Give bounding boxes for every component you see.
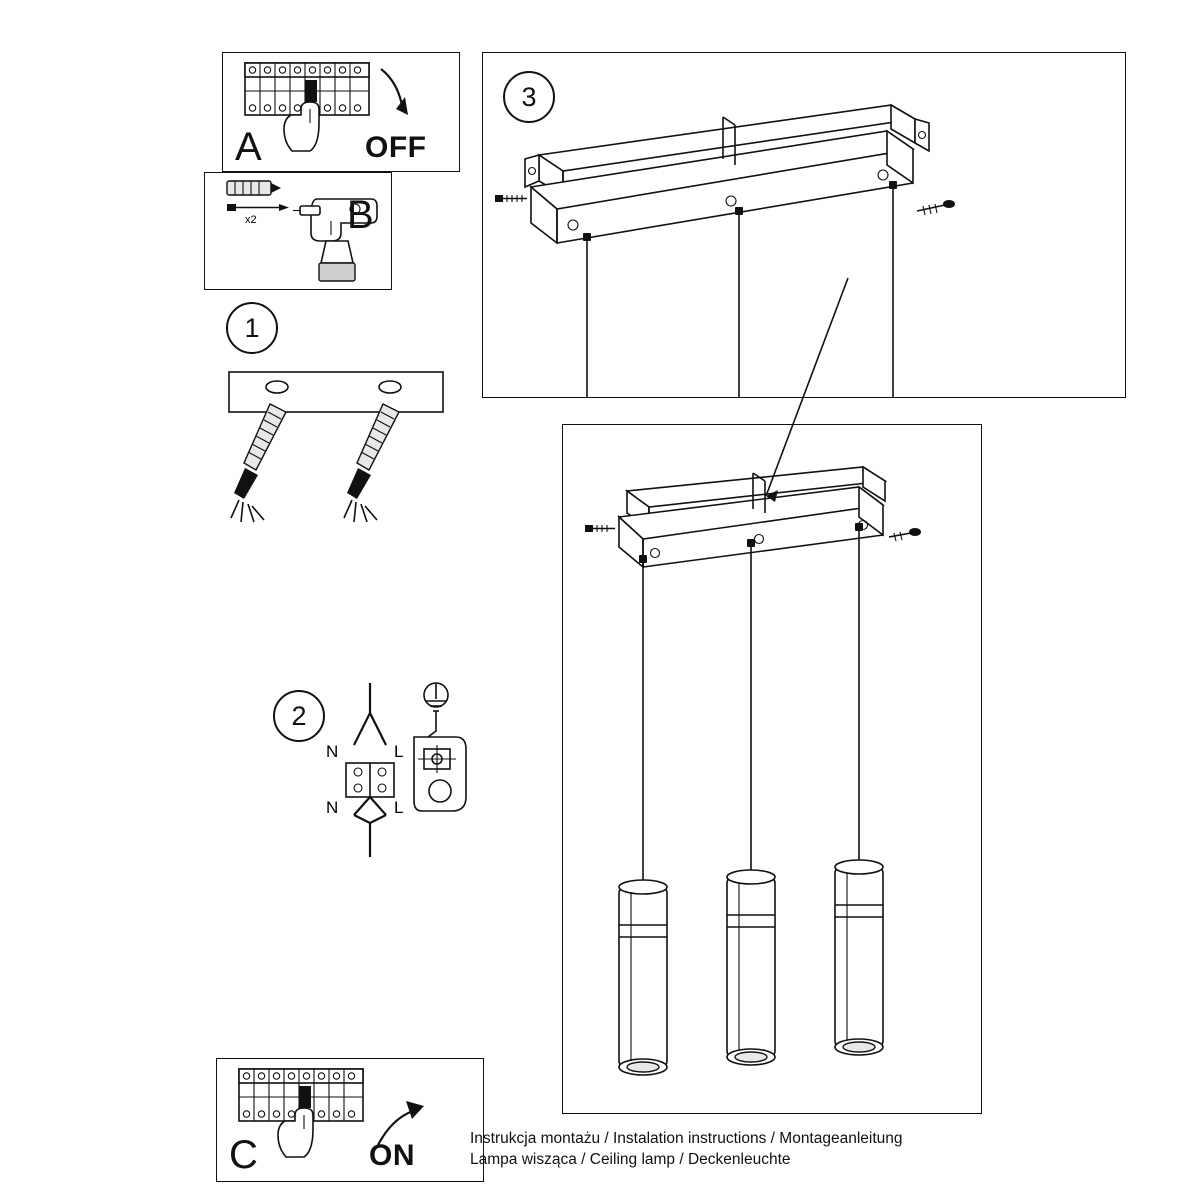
panel-a-label: A xyxy=(235,125,262,169)
svg-text:L: L xyxy=(394,742,404,761)
svg-text:L: L xyxy=(394,798,404,817)
panel-b xyxy=(204,172,392,290)
step-2-illustration xyxy=(318,675,518,865)
step-3-number: 3 xyxy=(521,81,537,112)
mounting-bar-with-screws-icon xyxy=(215,360,515,550)
svg-text:N: N xyxy=(326,798,339,817)
panel-b-label: B xyxy=(347,193,374,237)
step-1-illustration xyxy=(215,360,515,550)
earth-ground-icon xyxy=(424,683,448,737)
callout-leader-line xyxy=(740,268,860,508)
footer-line-2: Lampa wisząca / Ceiling lamp / Deckenleuchte xyxy=(470,1151,791,1168)
svg-text:N: N xyxy=(326,742,339,761)
panel-c-label: C xyxy=(229,1133,258,1177)
panel-c-action: ON xyxy=(369,1139,415,1172)
finished-pendant-lamp-icon xyxy=(563,425,979,1111)
step-1-badge xyxy=(226,302,278,354)
footer-line-1: Instrukcja montażu / Instalation instructions / Montageanleitung xyxy=(470,1130,903,1147)
panel-a-action: OFF xyxy=(365,131,427,164)
panel-c xyxy=(216,1058,484,1182)
panel-result xyxy=(562,424,982,1114)
panel-a xyxy=(222,52,460,172)
wiring-terminal-block-icon xyxy=(318,675,518,865)
step-1-number: 1 xyxy=(244,312,260,343)
panel-b-quantity: x2 xyxy=(245,214,257,226)
step-2-number: 2 xyxy=(291,700,307,731)
